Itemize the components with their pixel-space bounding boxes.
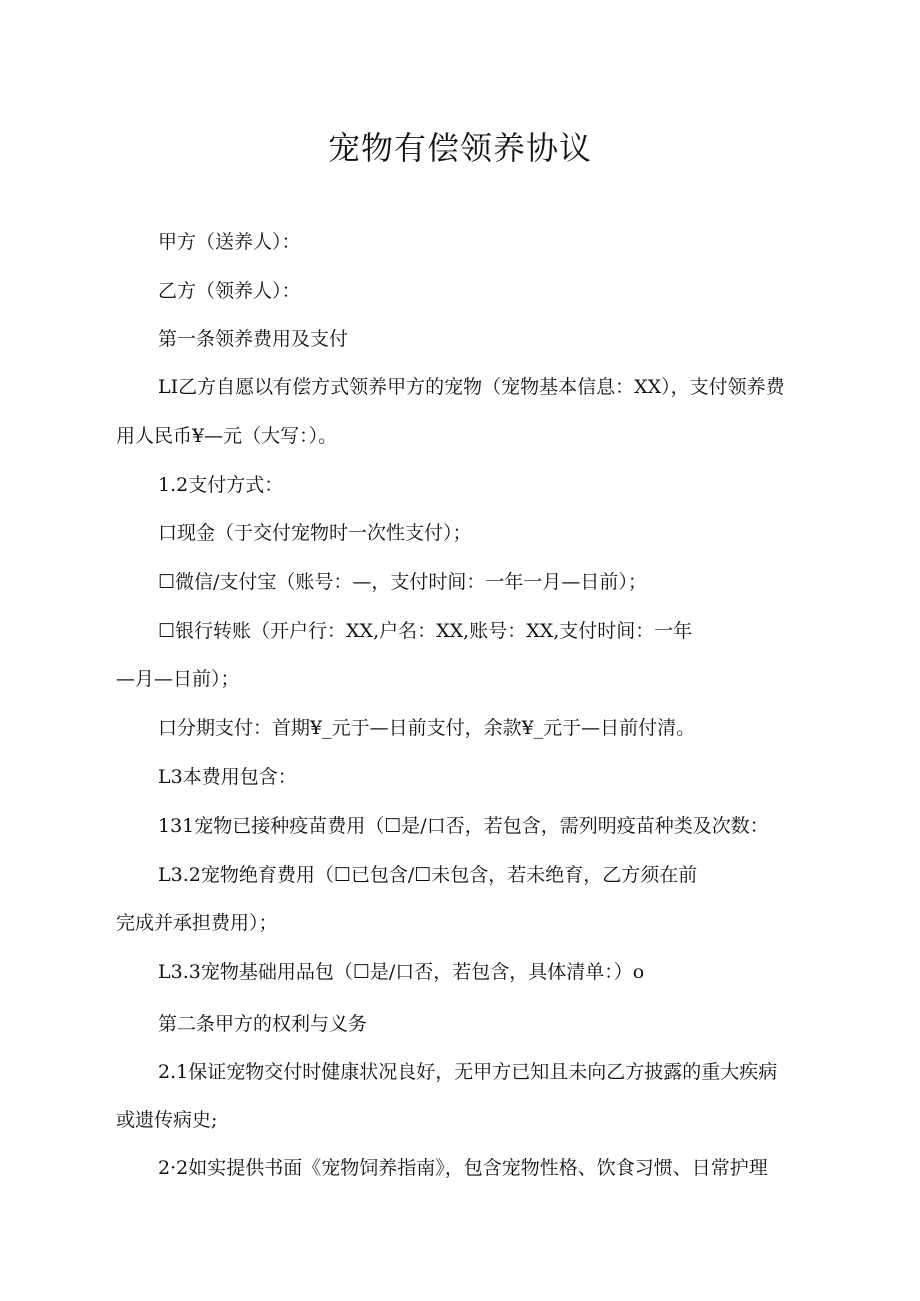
clause-2-1-line-2: 或遗传病史;	[116, 1109, 218, 1131]
clause-1-1-line-1: LI乙方自愿以有偿方式领养甲方的宠物（宠物基本信息：XX），支付领养费	[158, 376, 785, 398]
payment-option-cash: 口现金（于交付宠物时一次性支付）；	[158, 522, 472, 544]
payment-option-bank-line-1: ☐银行转账（开户行：XX,户名：XX,账号：XX,支付时间：一年	[158, 620, 693, 642]
party-b-line: 乙方（领养人）：	[158, 280, 301, 302]
payment-option-installment: 口分期支付：首期¥_元于—日前支付，余款¥_元于—日前付清。	[158, 717, 696, 739]
clause-1-3-1: 131宠物已接种疫苗费用（☐是/口否，若包含，需列明疫苗种类及次数：	[158, 815, 769, 837]
payment-option-wechat-alipay: ☐微信/支付宝（账号：—，支付时间：一年一月—日前）；	[158, 571, 647, 593]
party-a-line: 甲方（送养人）：	[158, 231, 301, 253]
clause-1-2-heading: 1.2支付方式：	[158, 474, 284, 496]
clause-1-3-heading: L3本费用包含：	[158, 766, 297, 788]
payment-option-bank-line-2: —月—日前）；	[116, 668, 240, 690]
clause-1-3-2-line-1: L3.2宠物绝育费用（☐已包含/☐未包含，若未绝育，乙方须在前	[158, 864, 698, 886]
document-title: 宠物有偿领养协议	[327, 129, 592, 167]
clause-2-2-line-1: 2·2如实提供书面《宠物饲养指南》，包含宠物性格、饮食习惯、日常护理	[158, 1157, 768, 1179]
clause-1-3-2-line-2: 完成并承担费用）；	[116, 912, 278, 934]
clause-1-1-line-2: 用人民币¥—元（大写：）。	[116, 425, 338, 447]
clause-1-3-3: L3.3宠物基础用品包（☐是/口否，若包含，具体清单：）o	[158, 961, 645, 983]
article-1-heading: 第一条领养费用及支付	[158, 328, 349, 350]
article-2-heading: 第二条甲方的权利与义务	[158, 1013, 368, 1035]
clause-2-1-line-1: 2.1保证宠物交付时健康状况良好，无甲方已知且未向乙方披露的重大疾病	[158, 1061, 778, 1083]
